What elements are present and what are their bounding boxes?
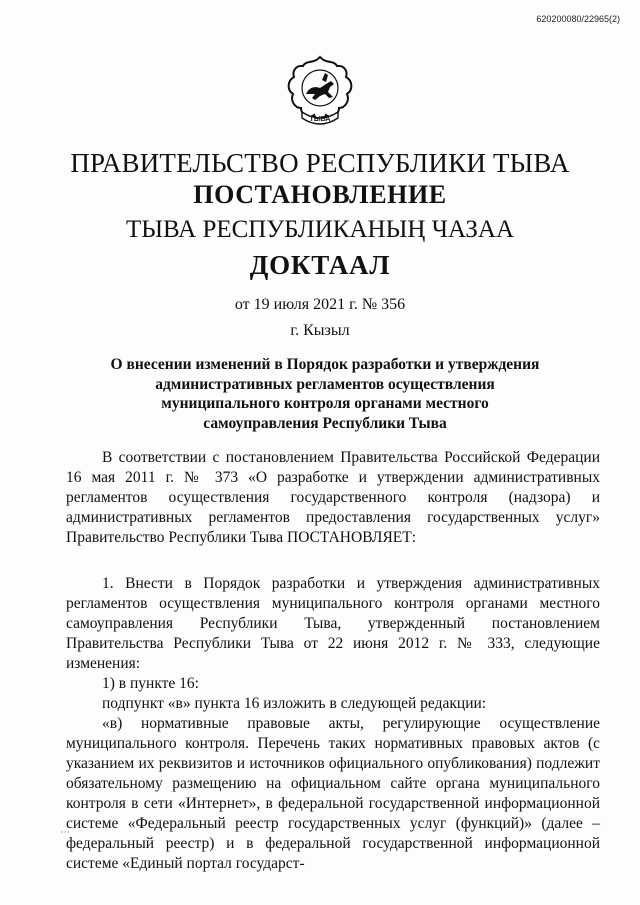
subject-line: муниципального контроля органами местного [161, 395, 489, 412]
date-number: от 19 июля 2021 г. № 356 [234, 296, 406, 313]
emblem-caption: ТЫВА [309, 116, 331, 123]
clause-paragraph: «в) нормативные правовые акты, регулирующие осуществление муниципального контроля. Перечень таких нормативных правовых актов (с указанием их реквизитов и источников официального опубликования) подлежит обязательному размещению на официальном сайте органа муниципального контроля в сети «Интернет», в федеральной государственной информационной системе «Федеральный реестр государственных услуг (функций)» (далее – федеральный реестр) и в федеральной государственной информационной системе «Единый портал государст- [66, 715, 600, 872]
doc-type-tyv: ДОКТААЛ [249, 250, 391, 280]
document-code: 620200080/22965(2) [536, 14, 620, 24]
subject-line: административных регламентов осуществления [155, 375, 495, 393]
document-body [66, 448, 600, 874]
government-title-tyv: ТЫВА РЕСПУБЛИКАНЫҢ ЧАЗАА [125, 216, 515, 243]
page-speck: ⋯ [60, 827, 70, 838]
document-subject [110, 355, 540, 433]
clause-paragraph: 1. Внести в Порядок разработки и утверждения административных регламентов осуществления муниципального контроля органами местного самоуправления Республики Тыва, утвержденный постановлением Правительства Республики Тыва от 22 июня 2012 г. № 333, следующие изменения: [66, 575, 600, 672]
doc-type-ru: ПОСТАНОВЛЕНИЕ [193, 180, 447, 209]
preamble-paragraph: В соответствии с постановлением Правительства Российской Федерации 16 мая 2011 г. № 373 «О разработке и утверждении административных регламентов осуществления государственного контроля (надзора) и административных регламентов предоставления государственных услуг» Правительство Республики Тыва ПОСТАНОВЛЯЕТ: [66, 449, 600, 546]
tuva-emblem-icon [284, 54, 356, 130]
subject-line: О внесении изменений в Порядок разработки и утверждения [110, 356, 540, 373]
city: г. Кызыл [290, 322, 350, 339]
clause-paragraph: 1) в пункте 16: [102, 675, 199, 692]
government-title-ru: ПРАВИТЕЛЬСТВО РЕСПУБЛИКИ ТЫВА [70, 148, 570, 178]
subject-line: самоуправления Республики Тыва [203, 414, 447, 432]
clause-paragraph: подпункт «в» пункта 16 изложить в следующей редакции: [102, 695, 487, 712]
